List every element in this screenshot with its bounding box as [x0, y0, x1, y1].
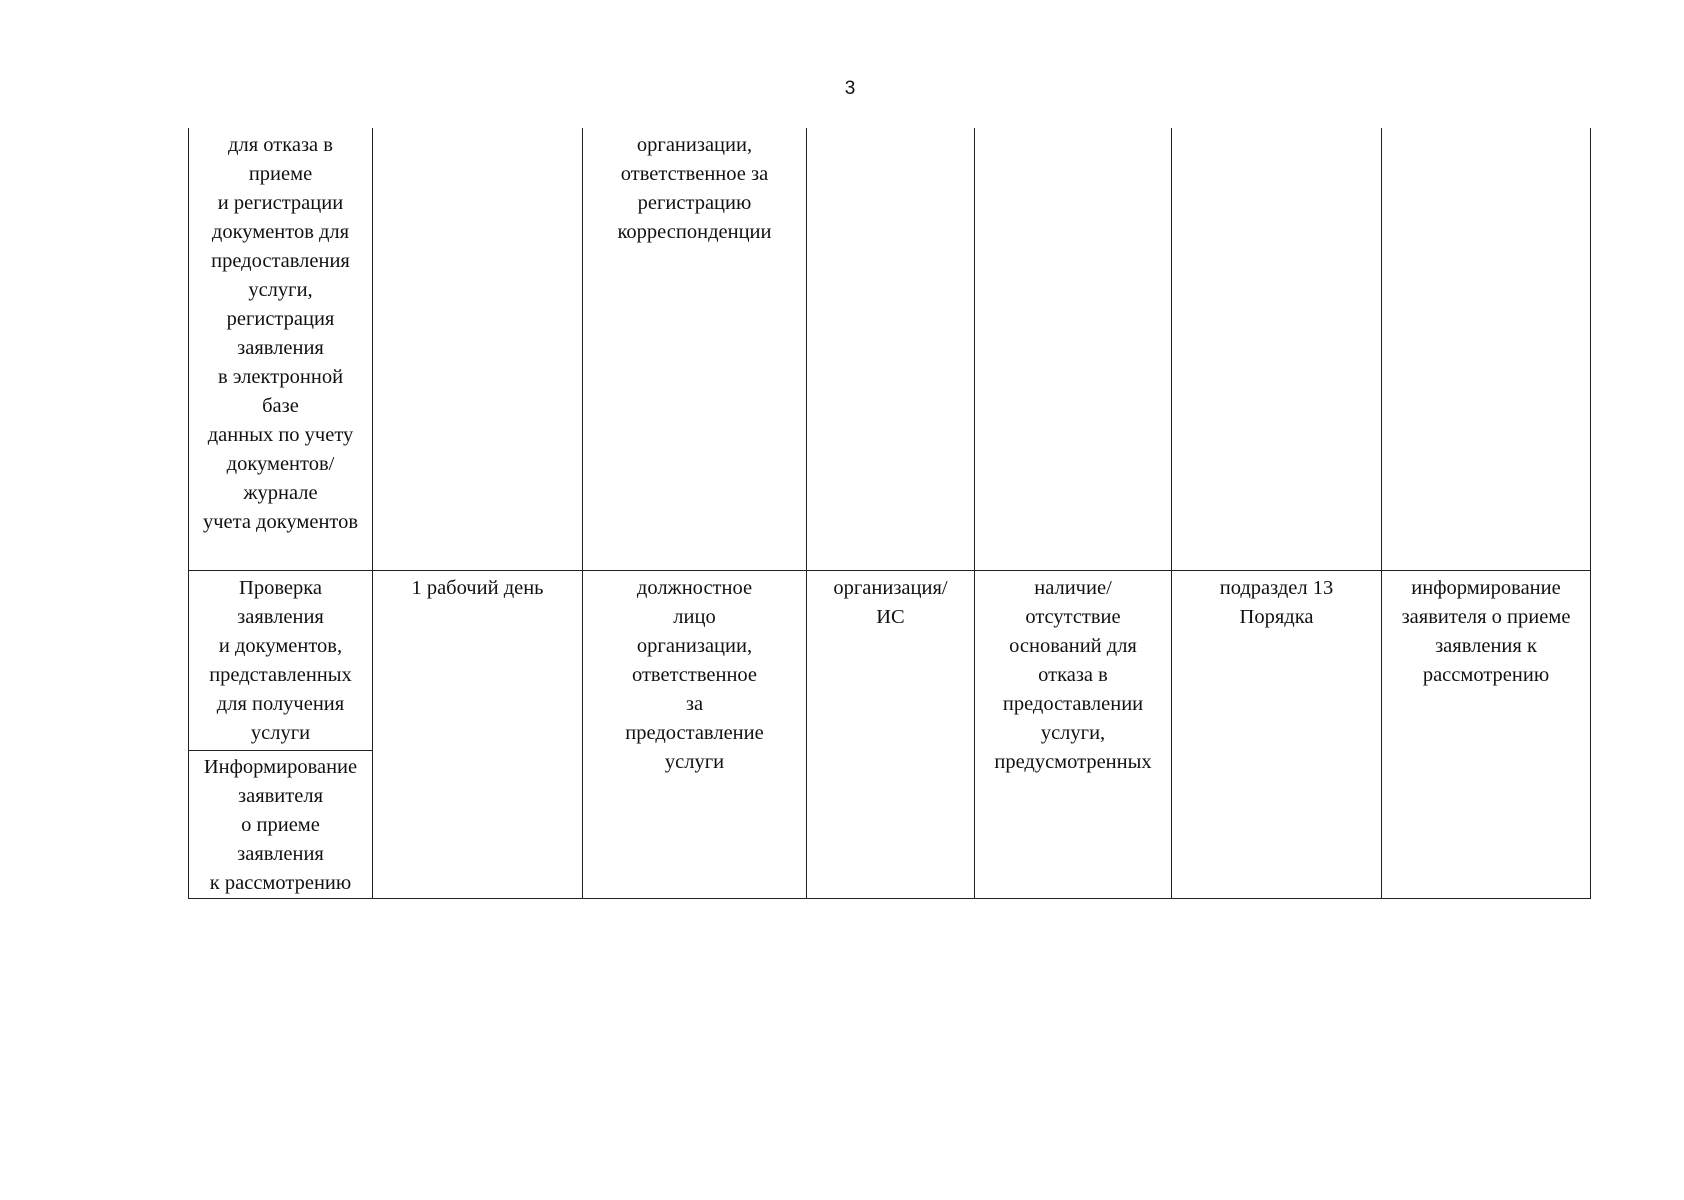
cell-criteria: наличие/ отсутствие оснований для отказа в предоставлении услуги, предусмотренных	[975, 570, 1172, 898]
cell-term: 1 рабочий день	[373, 570, 583, 898]
procedure-table	[188, 128, 1591, 899]
table-row-check	[189, 570, 1591, 750]
cell-responsible: должностное лицо организации, ответственное за предоставление услуги	[583, 570, 807, 898]
cell-responsible-continuation: организации, ответственное за регистрацию корреспонденции	[583, 128, 807, 570]
cell-stage-check: Проверка заявления и документов, представленных для получения услуги	[189, 570, 373, 750]
cell-place: организация/ ИС	[807, 570, 975, 898]
table-row-continuation	[189, 128, 1591, 570]
cell-result-continuation	[1382, 128, 1591, 570]
cell-stage-inform: Информирование заявителя о приеме заявления к рассмотрению	[189, 750, 373, 898]
cell-basis: подраздел 13 Порядка	[1172, 570, 1382, 898]
page-number: 3	[844, 78, 856, 99]
cell-basis-continuation	[1172, 128, 1382, 570]
cell-stage-continuation: для отказа в приеме и регистрации документов для предоставления услуги, регистрация заявления в электронной базе данных по учету документов/ журнале учета документов	[189, 128, 373, 570]
cell-term-continuation	[373, 128, 583, 570]
cell-result: информирование заявителя о приеме заявления к рассмотрению	[1382, 570, 1591, 898]
cell-criteria-continuation	[975, 128, 1172, 570]
cell-place-continuation	[807, 128, 975, 570]
